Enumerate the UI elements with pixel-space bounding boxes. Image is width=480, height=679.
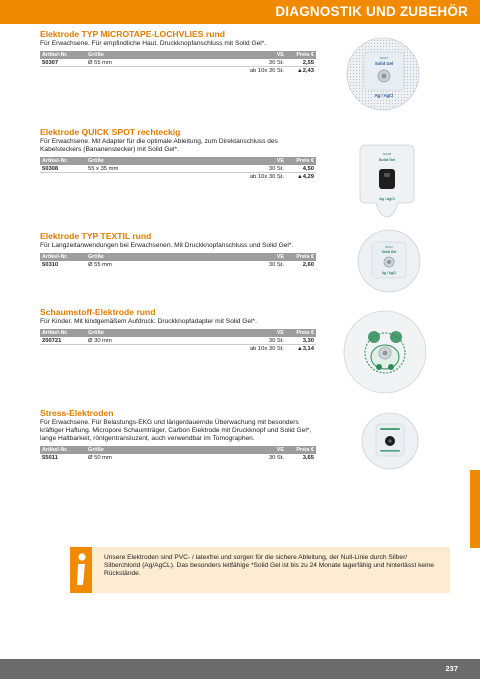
table-row: 50307 Ø 55 mm 30 St. 2,55 — [42, 59, 314, 66]
product-description: Für Erwachsene. Für empfindliche Haut. Druckknopfanschluss mit Solid Gel*. — [40, 40, 267, 47]
product-title: Elektrode QUICK SPOT rechteckig — [40, 127, 181, 137]
svg-text:50310: 50310 — [385, 245, 393, 249]
svg-text:Solid Gel: Solid Gel — [378, 158, 396, 162]
svg-text:Ag / AgCl: Ag / AgCl — [379, 197, 395, 201]
product-table: Artikel-Nr. Größe VE Preis € 50310 Ø 55 mm 30 St. 2,60 — [42, 254, 314, 268]
product-textil — [40, 231, 316, 269]
svg-text:Solid Gel: Solid Gel — [374, 61, 394, 66]
info-text: Unsere Elektroden sind PVC- / latexfrei und sorgen für die sichere Ableitung, der Null-Linie durch Silber/ Silberchlorid (Ag/AgCL). Das besonders leitfähige *Solid Gel ist bis zu 24 Monate lagerfähig und hinterlässt keine Rückstände. — [104, 554, 434, 578]
table-row: 50308 55 x 35 mm 30 St. 4,50 — [42, 165, 314, 172]
product-description: Für Erwachsene. Für Belastungs-EKG und längerdauernde Überwachung mit besonders kräftiger Haftung. Micropore Schaumträger, Carbon Elektrode mit Druckknopf und Solid Gel*, lange Haltbarkeit, röntgentransluzent, auch verwendbar im Tomographen. — [40, 419, 312, 442]
product-description: Für Kinder. Mit kindgemäßem Aufdruck. Druckknopfadapter mit Solid Gel*. — [40, 318, 257, 325]
table-row: ab 10x 30 St. ▲3,14 — [249, 345, 314, 352]
svg-text:Solid Gel: Solid Gel — [381, 250, 397, 254]
header-bar — [0, 0, 480, 24]
col-article: Artikel-Nr. — [40, 51, 86, 59]
table-row: ab 10x 30 St. ▲4,29 — [249, 173, 314, 180]
product-description: Für Langzeitanwendungen bei Erwachsenen. Mit Druckknopfanschluss und Solid Gel*. — [40, 242, 294, 249]
product-microtape — [40, 29, 316, 74]
info-i-icon — [70, 547, 92, 593]
svg-text:Ag / AgCl: Ag / AgCl — [374, 93, 394, 98]
electrode-quickspot-image — [356, 143, 418, 219]
svg-text:50307: 50307 — [379, 56, 389, 60]
product-title: Elektrode TYP MICROTAPE-LOCHVLIES rund — [40, 29, 225, 39]
table-row: ab 10x 30 St. ▲2,43 — [249, 67, 314, 74]
product-description: Für Erwachsene. Mit Adapter für die optimale Ableitung, zum Direktanschluss des Kabelsteckers (Bananenstecker) mit Solid Gel*. — [40, 138, 278, 153]
product-table: Artikel-Nr. Größe VE Preis € 50308 55 x 35 mm 30 St. 4,50 ab 10x 30 St. ▲4,29 — [42, 158, 314, 180]
product-title: Stress-Elektroden — [40, 408, 114, 418]
col-price: Preis € — [286, 51, 316, 59]
footer-bar — [0, 659, 480, 679]
product-table: Artikel-Nr. Größe VE Preis € 55011 Ø 50 mm 30 St. 3,65 — [42, 447, 314, 461]
section-title: DIAGNOSTIK UND ZUBEHÖR — [275, 4, 468, 19]
product-title: Elektrode TYP TEXTIL rund — [40, 231, 152, 241]
electrode-textil-image — [356, 228, 422, 294]
col-ve: VE — [216, 51, 286, 59]
product-title: Schaumstoff-Elektrode rund — [40, 307, 156, 317]
side-tab — [470, 470, 480, 548]
table-row: 200721 Ø 30 mm 30 St. 3,30 — [42, 337, 314, 344]
svg-text:Ag / AgCl: Ag / AgCl — [381, 271, 397, 275]
svg-text:50308: 50308 — [382, 152, 392, 156]
electrode-microtape-image — [346, 36, 420, 112]
table-row: 50310 Ø 55 mm 30 St. 2,60 — [42, 261, 314, 268]
product-table: Artikel-Nr. Größe VE Preis € 200721 Ø 30 mm 30 St. 3,30 ab 10x 30 St. ▲3,14 — [42, 330, 314, 352]
electrode-schaumstoff-image — [340, 307, 430, 397]
info-box — [70, 547, 450, 593]
electrode-stress-image — [360, 410, 420, 472]
table-row: 55011 Ø 50 mm 30 St. 3,65 — [42, 454, 314, 461]
product-stress — [40, 408, 316, 462]
col-size: Größe — [86, 51, 216, 59]
product-schaumstoff — [40, 307, 316, 352]
page-number: 237 — [445, 664, 458, 673]
product-quickspot — [40, 127, 316, 180]
product-table — [40, 51, 316, 74]
